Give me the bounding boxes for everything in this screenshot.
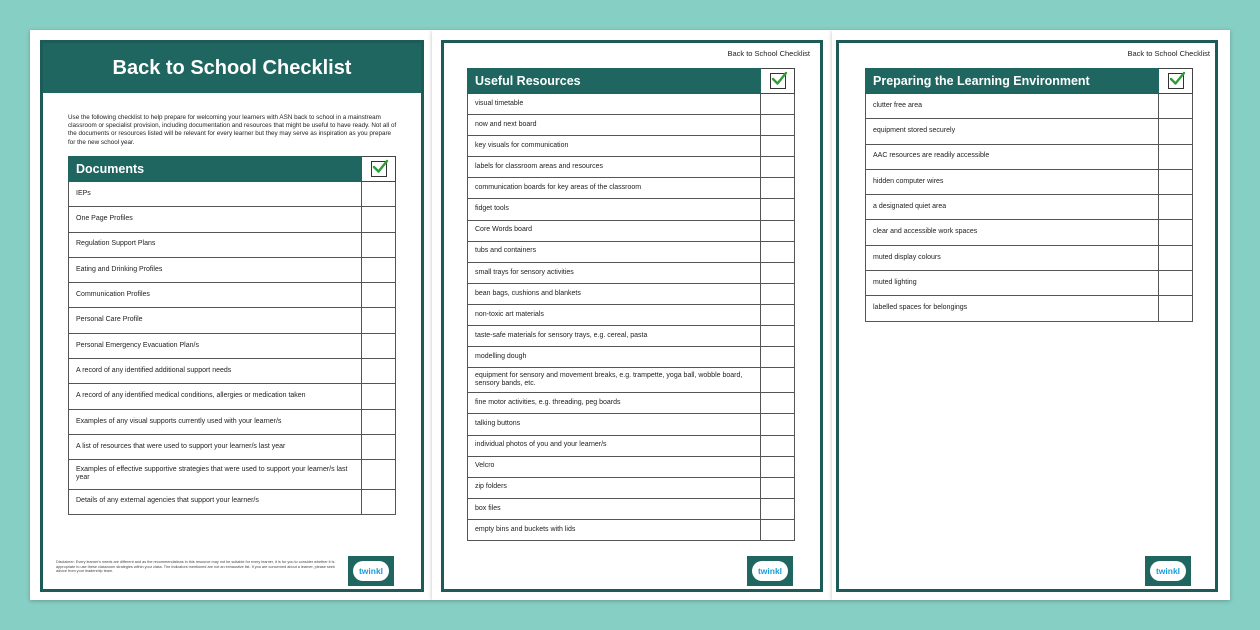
- checklist-item-label: equipment stored securely: [866, 119, 1159, 144]
- checklist-row: [69, 232, 396, 257]
- page-1: [30, 30, 432, 600]
- checklist-item-label: equipment for sensory and movement breaks, e.g. trampette, yoga ball, wobble board, sensory bands, etc.: [468, 368, 761, 393]
- page-2: [432, 30, 832, 600]
- checklist-row: [468, 347, 795, 368]
- checklist-item-label: fidget tools: [468, 199, 761, 220]
- checklist-item-label: muted lighting: [866, 271, 1159, 296]
- checklist-item-label: Examples of effective supportive strategies that were used to support your learner/s last year: [69, 460, 362, 489]
- page-2-header: Back to School Checklist: [727, 49, 810, 58]
- checklist-checkbox[interactable]: [362, 384, 396, 409]
- checklist-item-label: A record of any identified additional support needs: [69, 359, 362, 384]
- checklist-checkbox[interactable]: [362, 257, 396, 282]
- checklist-item-label: Regulation Support Plans: [69, 232, 362, 257]
- checklist-item-label: Core Words board: [468, 220, 761, 241]
- checklist-item-label: individual photos of you and your learner/s: [468, 435, 761, 456]
- checklist-row: [468, 414, 795, 435]
- twinkl-logo: [1145, 556, 1191, 586]
- checklist-row: [69, 409, 396, 434]
- checklist-row: [468, 157, 795, 178]
- checklist-checkbox[interactable]: [362, 283, 396, 308]
- checklist-checkbox[interactable]: [362, 207, 396, 232]
- checklist-item-label: clear and accessible work spaces: [866, 220, 1159, 245]
- checklist-row: [69, 257, 396, 282]
- checklist-checkbox[interactable]: [761, 414, 795, 435]
- checklist-checkbox[interactable]: [362, 434, 396, 459]
- page-1-intro: Use the following checklist to help prepare for welcoming your learners with ASN back to school in a mainstream classroom or specialist provision, including documentation and resources that might be useful to have ready. Not all of the documents or resources listed will be relevant for every learner but they may serve as inspiration as you prepare for the new school year.: [68, 114, 397, 146]
- checklist-item-label: talking buttons: [468, 414, 761, 435]
- checklist-row: [468, 477, 795, 498]
- checklist-row: [69, 207, 396, 232]
- checklist-item-label: Details of any external agencies that support your learner/s: [69, 489, 362, 514]
- documents-heading: Documents: [69, 157, 362, 182]
- checklist-item-label: hidden computer wires: [866, 169, 1159, 194]
- checklist-checkbox[interactable]: [761, 199, 795, 220]
- checklist-item-label: small trays for sensory activities: [468, 262, 761, 283]
- checklist-item-label: Velcro: [468, 456, 761, 477]
- checklist-row: [468, 199, 795, 220]
- checklist-row: [468, 435, 795, 456]
- twinkl-logo: [747, 556, 793, 586]
- checklist-checkbox[interactable]: [1159, 119, 1193, 144]
- header-tick-cell: [1159, 69, 1193, 94]
- checklist-item-label: taste-safe materials for sensory trays, e.g. cereal, pasta: [468, 326, 761, 347]
- checklist-checkbox[interactable]: [761, 262, 795, 283]
- checklist-checkbox[interactable]: [1159, 271, 1193, 296]
- documents-table: [68, 156, 396, 515]
- checklist-item-label: a designated quiet area: [866, 195, 1159, 220]
- checklist-row: [468, 393, 795, 414]
- checklist-row: [468, 456, 795, 477]
- checklist-item-label: muted display colours: [866, 245, 1159, 270]
- checklist-item-label: IEPs: [69, 182, 362, 207]
- checklist-row: [468, 326, 795, 347]
- checklist-item-label: AAC resources are readily accessible: [866, 144, 1159, 169]
- checklist-checkbox[interactable]: [761, 115, 795, 136]
- checklist-item-label: fine motor activities, e.g. threading, peg boards: [468, 393, 761, 414]
- checklist-checkbox[interactable]: [761, 519, 795, 540]
- checklist-checkbox[interactable]: [761, 347, 795, 368]
- checklist-item-label: non-toxic art materials: [468, 304, 761, 325]
- checklist-checkbox[interactable]: [362, 359, 396, 384]
- checklist-row: [69, 333, 396, 358]
- checklist-checkbox[interactable]: [761, 178, 795, 199]
- checklist-row: [468, 115, 795, 136]
- checklist-item-label: key visuals for communication: [468, 136, 761, 157]
- checklist-checkbox[interactable]: [1159, 94, 1193, 119]
- checklist-item-label: communication boards for key areas of the classroom: [468, 178, 761, 199]
- checklist-item-label: A list of resources that were used to support your learner/s last year: [69, 434, 362, 459]
- checklist-item-label: visual timetable: [468, 94, 761, 115]
- checklist-row: [69, 384, 396, 409]
- logo-text: twinkl: [757, 566, 783, 576]
- page-3-header: Back to School Checklist: [1127, 49, 1210, 58]
- learning-environment-table: [865, 68, 1193, 322]
- checklist-row: [866, 169, 1193, 194]
- checklist-checkbox[interactable]: [761, 477, 795, 498]
- checklist-checkbox[interactable]: [761, 241, 795, 262]
- checklist-checkbox[interactable]: [761, 304, 795, 325]
- checklist-row: [69, 434, 396, 459]
- checklist-checkbox[interactable]: [362, 333, 396, 358]
- checklist-row: [866, 119, 1193, 144]
- checklist-row: [468, 368, 795, 393]
- checklist-row: [468, 94, 795, 115]
- checklist-checkbox[interactable]: [362, 409, 396, 434]
- checklist-row: [468, 262, 795, 283]
- checklist-item-label: Communication Profiles: [69, 283, 362, 308]
- checklist-checkbox[interactable]: [761, 283, 795, 304]
- check-icon: [770, 73, 786, 89]
- learning-environment-heading: Preparing the Learning Environment: [866, 69, 1159, 94]
- checklist-row: [866, 144, 1193, 169]
- checklist-item-label: Eating and Drinking Profiles: [69, 257, 362, 282]
- checklist-row: [866, 296, 1193, 321]
- checklist-row: [866, 94, 1193, 119]
- checklist-checkbox[interactable]: [761, 220, 795, 241]
- checklist-item-label: zip folders: [468, 477, 761, 498]
- checklist-item-label: box files: [468, 498, 761, 519]
- checklist-checkbox[interactable]: [761, 456, 795, 477]
- checklist-item-label: labels for classroom areas and resources: [468, 157, 761, 178]
- checklist-row: [468, 178, 795, 199]
- checklist-row: [468, 241, 795, 262]
- checklist-row: [69, 460, 396, 489]
- checklist-item-label: Personal Emergency Evacuation Plan/s: [69, 333, 362, 358]
- checklist-row: [468, 498, 795, 519]
- checklist-row: [69, 308, 396, 333]
- checklist-row: [69, 182, 396, 207]
- checklist-checkbox[interactable]: [1159, 144, 1193, 169]
- checklist-row: [866, 245, 1193, 270]
- checklist-checkbox[interactable]: [761, 393, 795, 414]
- checklist-checkbox[interactable]: [761, 136, 795, 157]
- checklist-checkbox[interactable]: [761, 94, 795, 115]
- check-icon: [1168, 73, 1184, 89]
- checklist-checkbox[interactable]: [362, 182, 396, 207]
- logo-text: twinkl: [358, 566, 384, 576]
- checklist-row: [866, 195, 1193, 220]
- checklist-item-label: tubs and containers: [468, 241, 761, 262]
- useful-resources-table: [467, 68, 795, 541]
- checklist-checkbox[interactable]: [362, 489, 396, 514]
- checklist-item-label: Personal Care Profile: [69, 308, 362, 333]
- checklist-item-label: labelled spaces for belongings: [866, 296, 1159, 321]
- twinkl-logo: [348, 556, 394, 586]
- checklist-row: [69, 283, 396, 308]
- checklist-checkbox[interactable]: [761, 368, 795, 393]
- checklist-row: [866, 271, 1193, 296]
- useful-resources-heading: Useful Resources: [468, 69, 761, 94]
- checklist-item-label: bean bags, cushions and blankets: [468, 283, 761, 304]
- checklist-row: [468, 519, 795, 540]
- checklist-item-label: A record of any identified medical conditions, allergies or medication taken: [69, 384, 362, 409]
- checklist-row: [69, 489, 396, 514]
- checklist-checkbox[interactable]: [362, 232, 396, 257]
- checklist-checkbox[interactable]: [761, 157, 795, 178]
- checklist-checkbox[interactable]: [362, 460, 396, 489]
- checklist-checkbox[interactable]: [1159, 245, 1193, 270]
- checklist-checkbox[interactable]: [1159, 220, 1193, 245]
- page-1-title: Back to School Checklist: [43, 43, 421, 93]
- check-icon: [371, 161, 387, 177]
- checklist-row: [468, 220, 795, 241]
- checklist-row: [468, 304, 795, 325]
- checklist-row: [866, 220, 1193, 245]
- checklist-checkbox[interactable]: [1159, 169, 1193, 194]
- checklist-checkbox[interactable]: [761, 498, 795, 519]
- checklist-item-label: One Page Profiles: [69, 207, 362, 232]
- disclaimer-text: Disclaimer: Every learner's needs are different and as the recommendations in this resource may not be suitable for every learner, it is for you to consider whether it is appropriate to use these classroom strategies within your class. The indicators mentioned are not an exhaustive list. If you are concerned about a learner, please seek advice from your leadership team.: [56, 560, 335, 574]
- checklist-row: [468, 136, 795, 157]
- header-tick-cell: [362, 157, 396, 182]
- checklist-checkbox[interactable]: [761, 326, 795, 347]
- checklist-row: [69, 359, 396, 384]
- page-3: [832, 30, 1230, 600]
- checklist-item-label: now and next board: [468, 115, 761, 136]
- checklist-item-label: modelling dough: [468, 347, 761, 368]
- checklist-checkbox[interactable]: [362, 308, 396, 333]
- checklist-checkbox[interactable]: [1159, 296, 1193, 321]
- checklist-checkbox[interactable]: [1159, 195, 1193, 220]
- checklist-checkbox[interactable]: [761, 435, 795, 456]
- logo-text: twinkl: [1155, 566, 1181, 576]
- checklist-row: [468, 283, 795, 304]
- checklist-item-label: clutter free area: [866, 94, 1159, 119]
- checklist-item-label: empty bins and buckets with lids: [468, 519, 761, 540]
- checklist-item-label: Examples of any visual supports currently used with your learner/s: [69, 409, 362, 434]
- header-tick-cell: [761, 69, 795, 94]
